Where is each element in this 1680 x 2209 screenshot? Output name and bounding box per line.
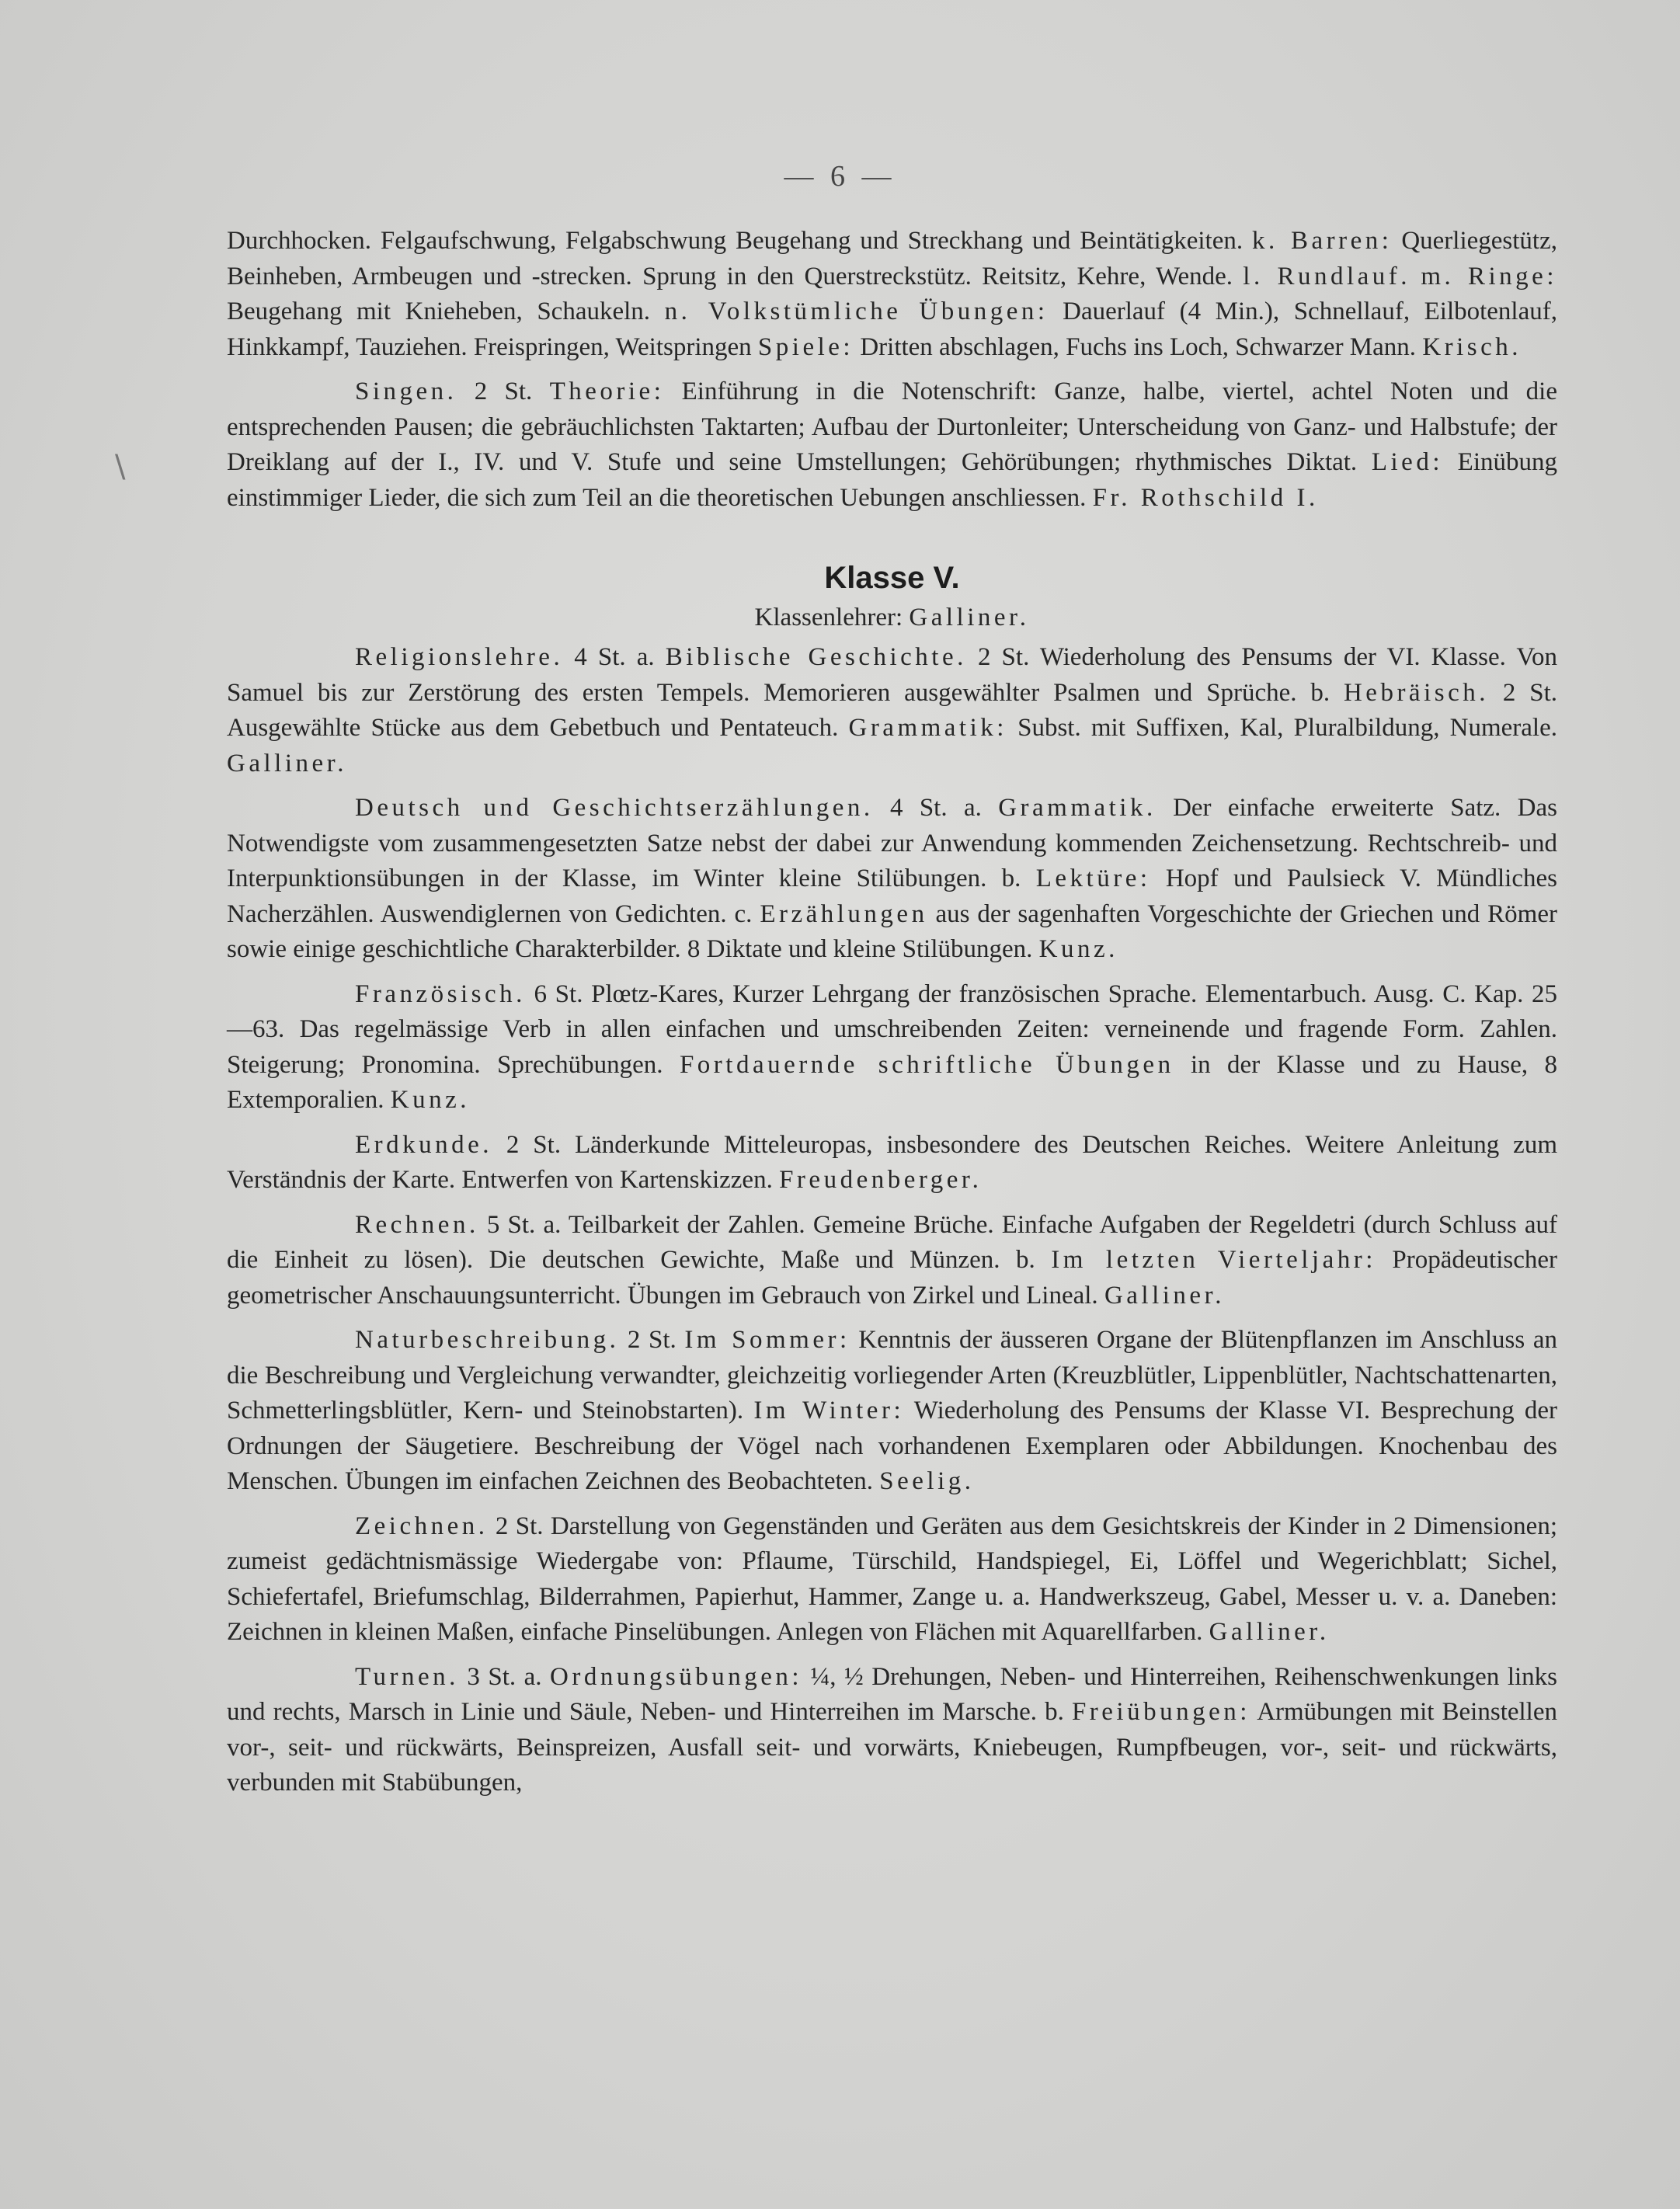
- religion-paragraph: Religionslehre. 4 St. a. Biblische Geschichte. 2 St. Wiederholung des Pensums der VI. Klasse. Von Samuel bis zur Zerstörung des ersten Tempels. Memorieren ausgewählter Psalmen und Sprüche. b. Hebräisch. 2 St. Ausgewählte Stücke aus dem Gebetbuch und Pentateuch. Grammatik: Subst. mit Suffixen, Kal, Pluralbildung, Numerale. Galliner.: [227, 643, 1557, 777]
- turnen-vi-continued-paragraph: Durchhocken. Felgaufschwung, Felgabschwung Beugehang und Streckhang und Beintätigkeiten. k. Barren: Querliegestütz, Beinheben, Armbeugen und -strecken. Sprung in den Querstreckstütz. Reitsitz, Kehre, Wende. l. Rundlauf. m. Ringe: Beugehang mit Knieheben, Schaukeln. n. Volkstümliche Übungen: Dauerlauf (4 Min.), Schnellauf, Eilbotenlauf, Hinkkampf, Tauziehen. Freispringen, Weitspringen Spiele: Dritten abschlagen, Fuchs ins Loch, Schwarzer Mann. Krisch.: [227, 227, 1557, 361]
- teacher-name: Kunz.: [1038, 935, 1118, 963]
- class-heading: Klasse V.: [824, 561, 960, 595]
- subject-title: Rechnen.: [355, 1210, 479, 1239]
- deutsch-paragraph: Deutsch und Geschichtserzählungen. 4 St. a. Grammatik. Der einfache erweiterte Satz. Das Notwendigste vom zusammengesetzten Satze nebst der dabei zur Anwendung kommenden Zeichensetzung. Rechtschreib- und Interpunktionsübungen in der Klasse, im Winter kleine Stilübungen. b. Lektüre: Hopf und Paulsieck V. Mündliches Nacherzählen. Auswendiglernen von Gedichten. c. Erzählungen aus der sagenhaften Vorgeschichte der Griechen und Römer sowie einige geschichtliche Charakterbilder. 8 Diktate und kleine Stilübungen. Kunz.: [227, 794, 1557, 963]
- page-number: — 6 —: [784, 160, 896, 193]
- subject-title: Singen.: [355, 377, 457, 405]
- teacher-name: Krisch.: [1422, 332, 1522, 361]
- subject-title: Turnen.: [355, 1662, 459, 1691]
- franzoesisch-paragraph: Französisch. 6 St. Plœtz-Kares, Kurzer Lehrgang der französischen Sprache. Elementarbuch. Ausg. C. Kap. 25—63. Das regelmässige Verb in allen einfachen und umschreibenden Zeiten: verneinende und fragende Form. Zahlen. Steigerung; Pronomina. Sprechübungen. Fortdauernde schriftliche Übungen in der Klasse und zu Hause, 8 Extemporalien. Kunz.: [227, 979, 1557, 1114]
- singen-paragraph: Singen. 2 St. Theorie: Einführung in die Notenschrift: Ganze, halbe, viertel, achtel Noten und die entsprechenden Pausen; die gebräuchlichsten Taktarten; Aufbau der Durtonleiter; Unterscheidung von Ganz- und Halbstufe; der Dreiklang auf der I., IV. und V. Stufe und seine Umstellungen; Gehörübungen; rhythmisches Diktat. Lied: Einübung einstimmiger Lieder, die sich zum Teil an die theoretischen Uebungen anschliessen. Fr. Rothschild I.: [227, 377, 1557, 512]
- subject-title: Religionslehre.: [355, 643, 564, 671]
- teacher-name: Freudenberger.: [779, 1166, 983, 1194]
- turnen-paragraph: Turnen. 3 St. a. Ordnungsübungen: ¼, ½ Drehungen, Neben- und Hinterreihen, Reihenschwenkungen links und rechts, Marsch in Linie und Säule, Neben- und Hinterreihen im Marsche. b. Freiübungen: Armübungen mit Beinstellen vor-, seit- und rückwärts, Beinspreizen, Ausfall seit- und vorwärts, Kniebeugen, Rumpfbeugen, vor-, seit- und rückwärts, verbunden mit Stabübungen,: [227, 1662, 1557, 1797]
- subject-title: Zeichnen.: [355, 1512, 489, 1540]
- class-teacher-line: Klassenlehrer: Galliner.: [754, 604, 1030, 631]
- rechnen-paragraph: Rechnen. 5 St. a. Teilbarkeit der Zahlen. Gemeine Brüche. Einfache Aufgaben der Regeldetri (durch Schluss auf die Einheit zu lösen). Die deutschen Gewichte, Maße und Münzen. b. Im letzten Vierteljahr: Propädeutischer geometrischer Anschauungsunterricht. Übungen im Gebrauch von Zirkel und Lineal. Galliner.: [227, 1210, 1557, 1310]
- subject-title: Französisch.: [355, 979, 526, 1008]
- teacher-name: Galliner.: [1104, 1281, 1225, 1310]
- teacher-name: Fr. Rothschild I.: [1092, 483, 1319, 512]
- zeichnen-paragraph: Zeichnen. 2 St. Darstellung von Gegenständen und Geräten aus dem Gesichtskreis der Kinder in 2 Dimensionen; zumeist gedächtnismässige Wiedergabe von: Pflaume, Türschild, Handspiegel, Ei, Löffel und Wegerichblatt; Sichel, Schiefertafel, Briefumschlag, Bilderrahmen, Papierhut, Hammer, Zange u. a. Handwerkszeug, Gabel, Messer u. v. a. Daneben: Zeichnen in kleinen Maßen, einfache Pinselübungen. Anlegen von Flächen mit Aquarellfarben. Galliner.: [227, 1512, 1557, 1646]
- class-teacher-name: Galliner.: [909, 604, 1030, 631]
- body-text: [227, 224, 1557, 1811]
- subject-title: Naturbeschreibung.: [355, 1326, 620, 1354]
- naturbeschreibung-paragraph: Naturbeschreibung. 2 St. Im Sommer: Kenntnis der äusseren Organe der Blütenpflanzen im Anschluss an die Beschreibung und Vergleichung verwandter, gleichzeitig vorliegender Arten (Kreuzblütler, Lippenblütler, Nachtschattenarten, Schmetterlingsblütler, Kern- und Steinobstarten). Im Winter: Wiederholung des Pensums der Klasse VI. Besprechung der Ordnungen der Säugetiere. Beschreibung der Vögel nach vorhandenen Exemplaren oder Abbildungen. Knochenbau des Menschen. Übungen im einfachen Zeichnen des Beobachteten. Seelig.: [227, 1326, 1557, 1495]
- erdkunde-paragraph: Erdkunde. 2 St. Länderkunde Mitteleuropas, insbesondere des Deutschen Reiches. Weitere Anleitung zum Verständnis der Karte. Entwerfen von Kartenskizzen. Freudenberger.: [227, 1130, 1557, 1194]
- teacher-name: Kunz.: [390, 1086, 470, 1114]
- teacher-name: Seelig.: [879, 1467, 975, 1495]
- margin-mark: \: [115, 449, 126, 485]
- subject-title: Erdkunde.: [355, 1130, 493, 1159]
- teacher-name: Galliner.: [227, 749, 348, 777]
- teacher-name: Galliner.: [1209, 1618, 1330, 1646]
- subject-title: Deutsch und Geschichtserzählungen.: [355, 794, 874, 822]
